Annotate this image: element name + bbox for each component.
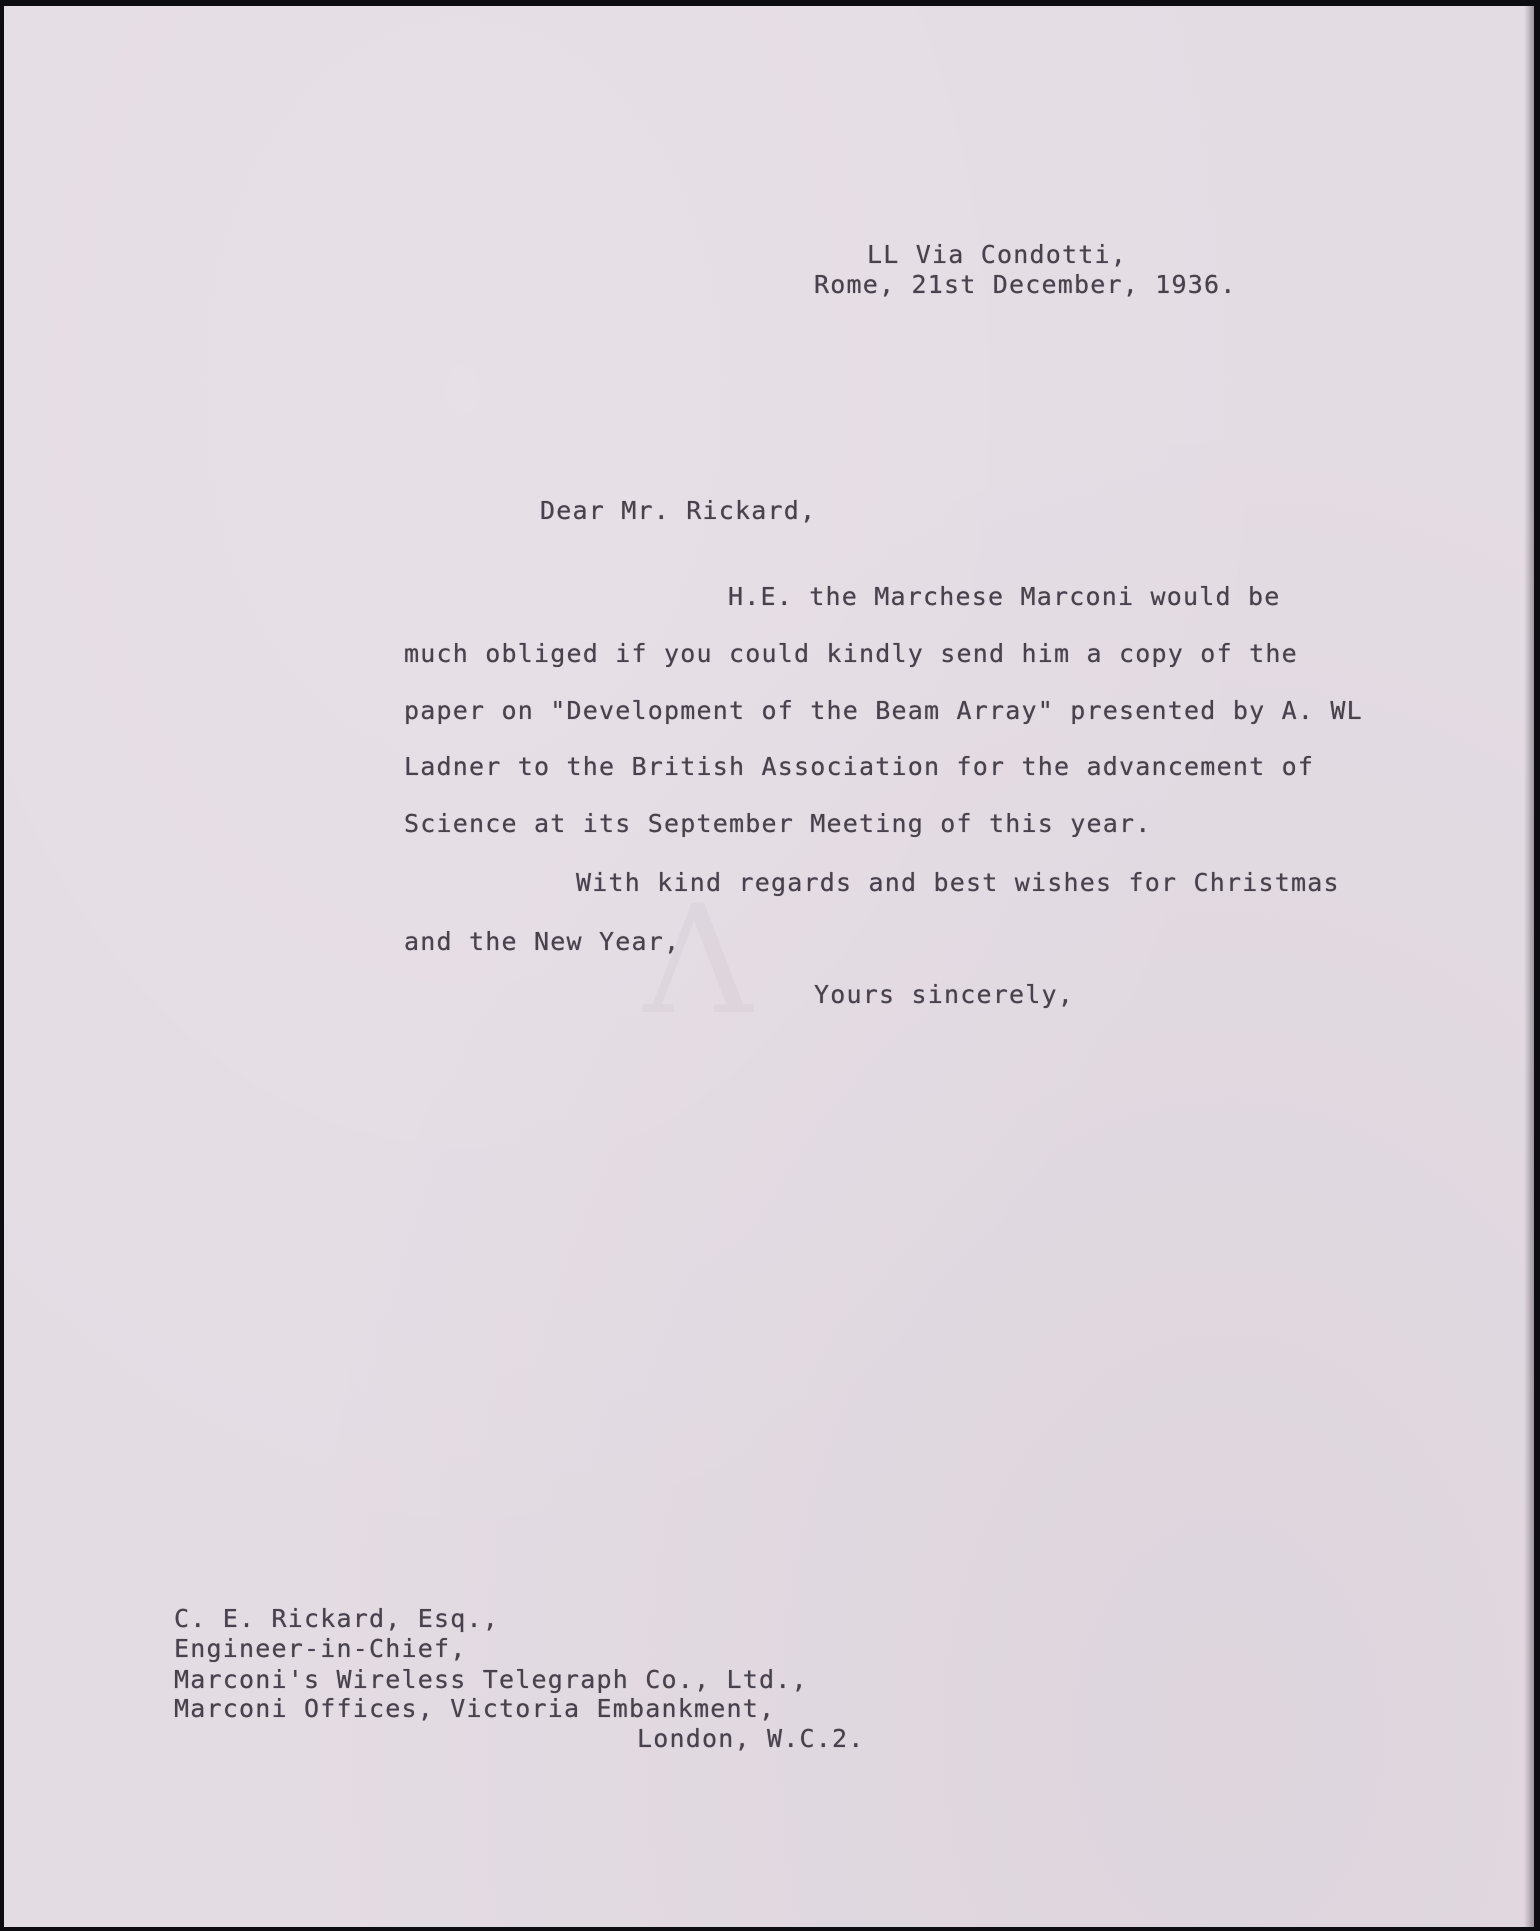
recipient-line: C. E. Rickard, Esq., (174, 1604, 500, 1633)
recipient-line: London, W.C.2. (637, 1724, 865, 1753)
body-line: Ladner to the British Association for the advancement of (404, 752, 1315, 781)
page-edge-shadow (1524, 6, 1534, 1927)
show-through-letterhead: Ʌ (644, 874, 763, 1048)
letter-date: Rome, 21st December, 1936. (814, 270, 1237, 299)
body-line: paper on "Development of the Beam Array" presented by A. WL (404, 696, 1363, 725)
letter-page (4, 6, 1534, 1927)
recipient-line: Marconi Offices, Victoria Embankment, (174, 1694, 776, 1723)
body-line: much obliged if you could kindly send him a copy of the (404, 639, 1298, 668)
body-line: Science at its September Meeting of this year. (404, 809, 1152, 838)
recipient-line: Engineer-in-Chief, (174, 1634, 467, 1663)
body-line: and the New Year, (404, 927, 681, 956)
body-line: With kind regards and best wishes for Christmas (576, 868, 1340, 897)
closing: Yours sincerely, (814, 980, 1075, 1009)
recipient-line: Marconi's Wireless Telegraph Co., Ltd., (174, 1665, 808, 1694)
salutation: Dear Mr. Rickard, (540, 496, 817, 525)
body-line: H.E. the Marchese Marconi would be (728, 582, 1281, 611)
sender-address: LL Via Condotti, (867, 240, 1128, 269)
